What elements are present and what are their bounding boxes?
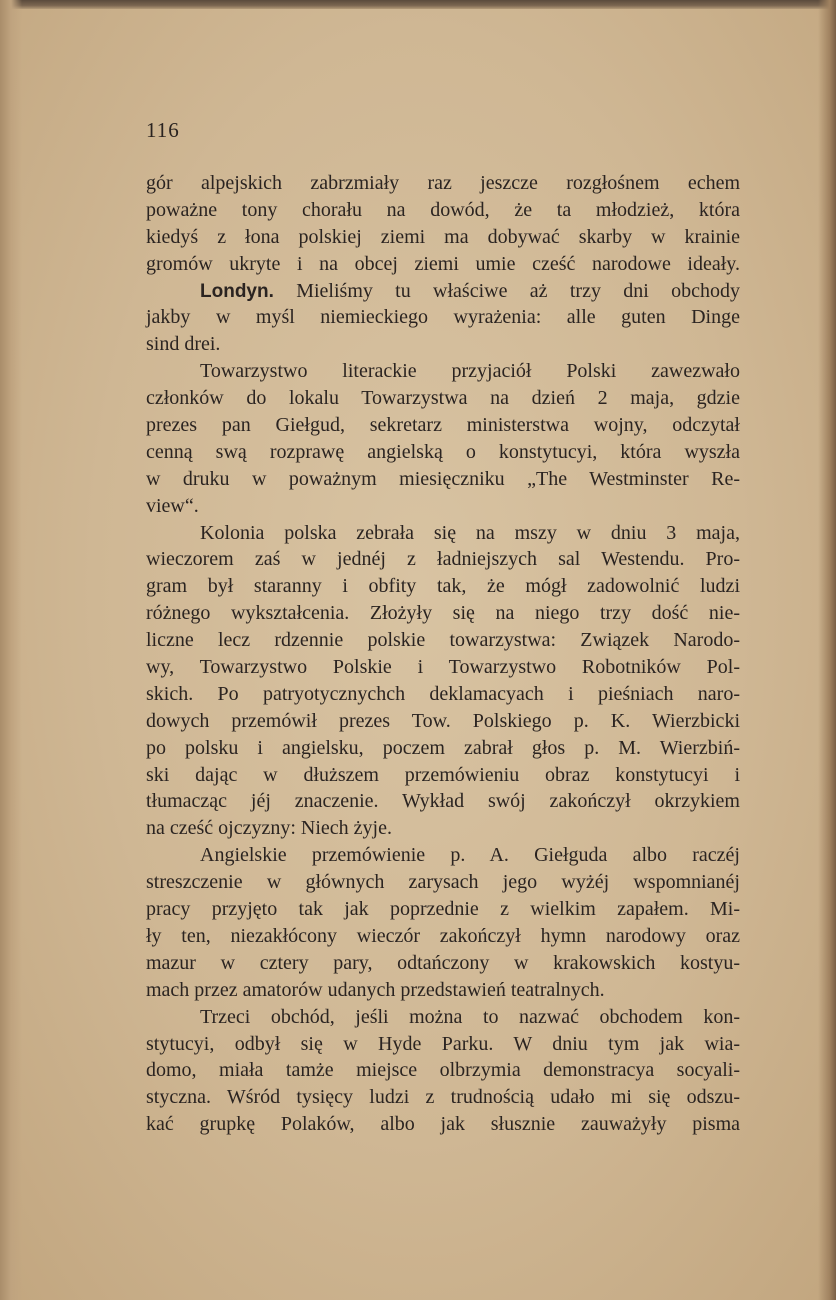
text-line-content: po polsku i angielsku, poczem zabrał głos p. M. Wierzbiń-: [146, 736, 740, 759]
text-line: [146, 251, 740, 278]
text-line-content: ski dając w dłuższem przemówieniu obraz konstytucyi i: [146, 763, 740, 786]
text-line: [146, 224, 740, 251]
text-line-content: członków do lokalu Towarzystwa na dzień 2 maja, gdzie: [146, 387, 740, 410]
text-line-content: styczna. Wśród tysięcy ludzi z trudnością udało mi się odszu-: [146, 1086, 740, 1109]
text-line: [146, 842, 740, 869]
text-line-content: gromów ukryte i na obcej ziemi umie cześć narodowe ideały.: [146, 252, 740, 275]
text-line-content: na cześć ojczyzny: Niech żyje.: [146, 817, 392, 840]
text-line-content: view“.: [146, 494, 199, 517]
text-line-content: wy, Towarzystwo Polskie i Towarzystwo Robotników Pol-: [146, 656, 740, 679]
text-line-content: różnego wykształcenia. Złożyły się na niego trzy dość nie-: [146, 602, 740, 625]
text-line-content: cenną swą rozprawę angielską o konstytucyi, która wyszła: [146, 440, 740, 463]
text-line: [146, 1031, 740, 1058]
text-line-content: poważne tony chorału na dowód, że ta młodzież, która: [146, 198, 740, 221]
text-line: [146, 896, 740, 923]
text-line-content: Towarzystwo literackie przyjaciół Polski zawezwało: [200, 360, 740, 383]
page-number: 116: [146, 118, 180, 142]
text-line-content: prezes pan Giełgud, sekretarz ministerstwa wojny, odczytał: [146, 414, 740, 437]
text-line: [146, 493, 740, 520]
text-line-content: mach przez amatorów udanych przedstawień teatralnych.: [146, 978, 605, 1001]
text-line: [146, 600, 740, 627]
text-line: [146, 950, 740, 977]
text-line: [146, 923, 740, 950]
page-right-edge: [818, 0, 836, 1300]
text-line-content: kiedyś z łona polskiej ziemi ma dobywać skarby w krainie: [146, 225, 740, 248]
section-heading-word: Londyn.: [200, 280, 274, 302]
text-line-content: ły ten, niezakłócony wieczór zakończył hymn narodowy oraz: [146, 924, 740, 947]
text-line-content: Kolonia polska zebrała się na mszy w dniu 3 maja,: [200, 521, 740, 544]
text-line-content: sind drei.: [146, 333, 221, 356]
text-line-content: pracy przyjęto tak jak poprzednie z wielkim zapałem. Mi-: [146, 898, 740, 921]
text-line: [146, 735, 740, 762]
text-line: [146, 466, 740, 493]
text-line: [146, 708, 740, 735]
text-line: [146, 654, 740, 681]
text-line: [146, 869, 740, 896]
text-line-content: liczne lecz rdzennie polskie towarzystwa: Związek Narodo-: [146, 629, 740, 652]
text-line-content: mazur w cztery pary, odtańczony w krakowskich kostyu-: [146, 951, 740, 974]
text-line: [146, 170, 740, 197]
text-line-content: domo, miała tamże miejsce olbrzymia demonstracya socyali-: [146, 1059, 740, 1082]
text-line: [146, 1111, 740, 1138]
text-line-content: kać grupkę Polaków, albo jak słusznie zauważyły pisma: [146, 1113, 740, 1136]
text-line-content: Angielskie przemówienie p. A. Giełguda albo raczéj: [200, 844, 740, 867]
page-top-edge: [0, 0, 836, 9]
text-line-content: Mieliśmy tu właściwe aż trzy dni obchody: [273, 279, 740, 302]
text-line: [146, 520, 740, 547]
text-line: [146, 573, 740, 600]
text-line: [146, 385, 740, 412]
text-line-content: gór alpejskich zabrzmiały raz jeszcze rozgłośnem echem: [146, 172, 740, 194]
text-line: [146, 1004, 740, 1031]
text-line: [146, 331, 740, 358]
text-line: [146, 546, 740, 573]
text-line: [146, 681, 740, 708]
text-line-content: skich. Po patryotycznychch deklamacyach i pieśniach naro-: [146, 682, 740, 705]
text-line: [146, 1057, 740, 1084]
text-line: [146, 1084, 740, 1111]
text-line-content: dowych przemówił prezes Tow. Polskiego p. K. Wierzbicki: [146, 709, 740, 732]
text-line: [146, 627, 740, 654]
text-line: [146, 278, 740, 305]
text-line: [146, 412, 740, 439]
text-line-content: streszczenie w głównych zarysach jego wyżéj wspomnianéj: [146, 871, 740, 894]
text-line-content: wieczorem zaś w jednéj z ładniejszych sal Westendu. Pro-: [146, 548, 740, 571]
body-text: [146, 170, 740, 1138]
text-line: [146, 815, 740, 842]
text-line-content: jakby w myśl niemieckiego wyrażenia: alle guten Dinge: [146, 306, 740, 329]
text-line: [146, 439, 740, 466]
text-line: [146, 762, 740, 789]
text-line-content: stytucyi, odbył się w Hyde Parku. W dniu tym jak wia-: [146, 1032, 740, 1055]
text-line-content: Trzeci obchód, jeśli można to nazwać obchodem kon-: [200, 1005, 740, 1028]
text-line: [146, 358, 740, 385]
text-line-content: gram był staranny i obfity tak, że mógł zadowolnić ludzi: [146, 575, 740, 598]
text-line-content: w druku w poważnym miesięczniku „The Westminster Re-: [146, 467, 740, 490]
text-line-content: tłumacząc jéj znaczenie. Wykład swój zakończył okrzykiem: [146, 790, 740, 813]
text-line: [146, 197, 740, 224]
text-line: [146, 304, 740, 331]
page-gutter-edge: [0, 0, 22, 1300]
text-line: [146, 788, 740, 815]
text-line: [146, 977, 740, 1004]
